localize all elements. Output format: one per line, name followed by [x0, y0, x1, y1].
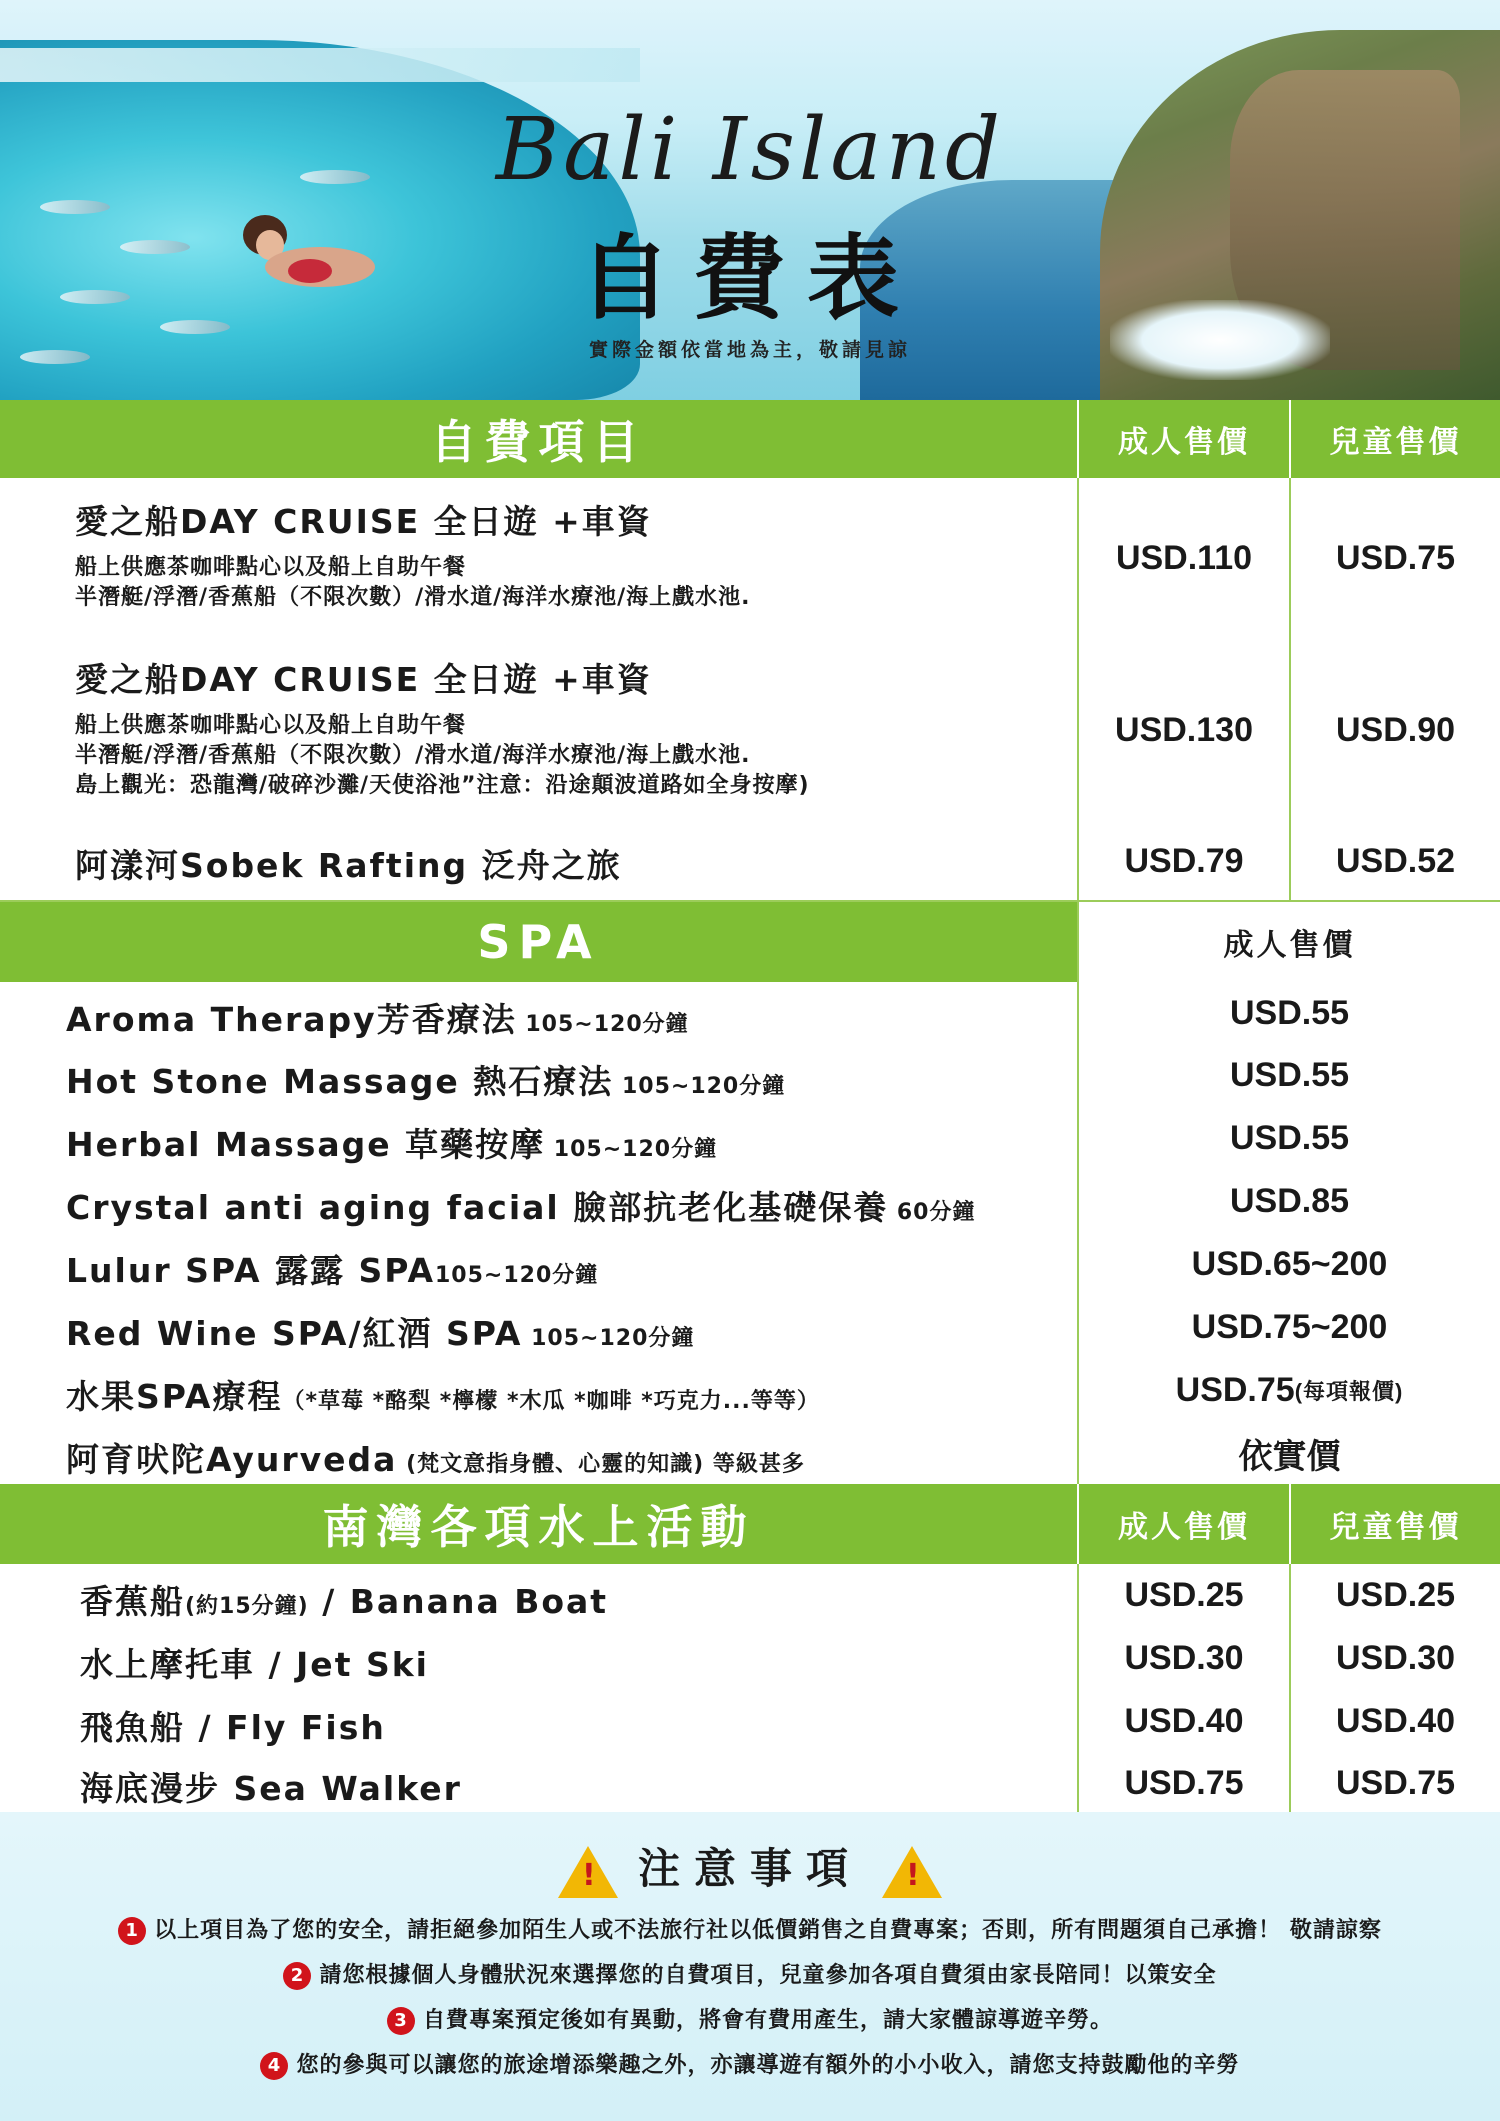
fish-icon: [120, 240, 190, 254]
table-row: [0, 478, 1500, 640]
child-price: USD.40: [1289, 1690, 1500, 1753]
spa-duration: (梵文意指身體、心靈的知識) 等級甚多: [397, 1452, 805, 1477]
spa-price: USD.65~200: [1077, 1233, 1500, 1296]
spa-cell: [0, 1107, 1077, 1170]
spa-duration: 105~120分鐘: [545, 1137, 718, 1162]
note-text: 請您根據個人身體狀況來選擇您的自費項目，兒童參加各項自費須由家長陪同！以策安全: [319, 1963, 1217, 1988]
spa-cell: [0, 982, 1077, 1044]
water-duration: (約15分鐘): [185, 1594, 309, 1619]
table-row: [0, 1296, 1500, 1361]
spa-duration: （*草莓 *酪梨 *檸檬 *木瓜 *咖啡 *巧克力...等等）: [282, 1389, 820, 1414]
spa-duration: 60分鐘: [888, 1200, 976, 1225]
spa-price-note: (每項報價): [1294, 1379, 1404, 1404]
note-number: 4: [260, 2052, 288, 2080]
water-title: 水上摩托車 / Jet Ski: [80, 1645, 429, 1684]
spa-heading: SPA: [477, 915, 600, 969]
spa-price-cell: [1077, 1359, 1500, 1422]
spa-title: Aroma Therapy芳香療法: [66, 1000, 517, 1039]
table-row: [0, 638, 1500, 824]
water-title: 海底漫步 Sea Walker: [80, 1769, 462, 1808]
fish-icon: [300, 170, 370, 184]
header-banner: [0, 0, 1500, 400]
table-row: [0, 1044, 1500, 1109]
table-row: [0, 1170, 1500, 1235]
spa-title: Crystal anti aging facial 臉部抗老化基礎保養: [66, 1188, 889, 1227]
tour-cell: [0, 822, 1077, 900]
warning-icon: [558, 1846, 618, 1898]
water-title-en: / Banana Boat: [308, 1582, 609, 1621]
spa-title: Hot Stone Massage 熱石療法: [66, 1062, 614, 1101]
warning-icon: [882, 1846, 942, 1898]
col-adult-price: 成人售價: [1077, 400, 1289, 478]
child-price: USD.25: [1289, 1564, 1500, 1627]
child-price: USD.90: [1289, 638, 1500, 822]
child-price: USD.30: [1289, 1627, 1500, 1690]
water-header-row: [0, 1484, 1500, 1564]
tour-title: 愛之船DAY CRUISE 全日遊 +車資: [75, 502, 652, 541]
fish-icon: [160, 320, 230, 334]
child-price: USD.75: [1289, 1753, 1500, 1813]
spa-header-row: [0, 902, 1500, 982]
table-row: [0, 1422, 1500, 1486]
spa-price: USD.85: [1077, 1170, 1500, 1233]
adult-price: USD.130: [1077, 638, 1289, 822]
spa-price: USD.75~200: [1077, 1296, 1500, 1359]
child-price: USD.52: [1289, 822, 1500, 900]
page-title: 自費表: [578, 224, 921, 332]
spa-cell: [0, 1233, 1077, 1296]
note-number: 2: [283, 1962, 311, 1990]
title-english: Bali Island: [495, 100, 1005, 200]
spa-title: Red Wine SPA/紅酒 SPA: [66, 1314, 523, 1353]
spa-cell: [0, 1359, 1077, 1422]
fish-icon: [20, 350, 90, 364]
spa-price: 依實價: [1077, 1422, 1500, 1484]
fish-icon: [60, 290, 130, 304]
table-row: [0, 1359, 1500, 1424]
adult-price: USD.25: [1077, 1564, 1289, 1627]
note-text: 您的參與可以讓您的旅途增添樂趣之外，亦讓導遊有額外的小小收入，請您支持鼓勵他的辛勞: [296, 2053, 1240, 2078]
tour-description: 船上供應茶咖啡點心以及船上自助午餐: [75, 713, 467, 738]
adult-price: USD.75: [1077, 1753, 1289, 1813]
col-adult-price: 成人售價: [1077, 1484, 1289, 1564]
tours-header-row: [0, 400, 1500, 478]
water-cell: [0, 1753, 1077, 1813]
spa-duration: 105~120分鐘: [435, 1263, 599, 1288]
spa-title: Herbal Massage 草藥按摩: [66, 1125, 546, 1164]
spa-title: 水果SPA療程: [66, 1377, 283, 1416]
swimmer-figure: [225, 205, 395, 315]
water-cell: [0, 1690, 1077, 1753]
spa-cell: [0, 1422, 1077, 1484]
spa-cell: [0, 1044, 1077, 1107]
page-subtitle: 實際金額依當地為主，敬請見諒: [588, 339, 911, 361]
tour-description: 島上觀光：恐龍灣/破碎沙灘/天使浴池”注意：沿途顛波道路如全身按摩): [75, 773, 810, 798]
note-item: [0, 2003, 1500, 2035]
tour-cell: [0, 638, 1077, 822]
note-text: 自費專案預定後如有異動，將會有費用產生，請大家體諒導遊辛勞。: [422, 2008, 1113, 2033]
adult-price: USD.79: [1077, 822, 1289, 900]
col-adult-price: 成人售價: [1077, 902, 1500, 982]
adult-price: USD.30: [1077, 1627, 1289, 1690]
water-surface: [0, 48, 640, 82]
note-number: 3: [387, 2007, 415, 2035]
water-title: 香蕉船: [80, 1582, 185, 1621]
table-row: [0, 1564, 1500, 1629]
spa-title: Lulur SPA 露露 SPA: [66, 1251, 435, 1290]
adult-price: USD.40: [1077, 1690, 1289, 1753]
col-child-price: 兒童售價: [1289, 400, 1500, 478]
water-cell: [0, 1627, 1077, 1690]
note-item: [0, 1958, 1500, 1990]
spa-cell: [0, 1296, 1077, 1359]
water-title: 飛魚船 / Fly Fish: [80, 1708, 386, 1747]
table-row: [0, 1107, 1500, 1172]
spa-duration: 105~120分鐘: [522, 1326, 695, 1351]
table-row: [0, 1753, 1500, 1815]
note-text: 以上項目為了您的安全，請拒絕參加陌生人或不法旅行社以低價銷售之自費專案；否則，所有問題須自己承擔！ 敬請諒察: [154, 1918, 1382, 1943]
notes-title: 注意事項: [637, 1844, 862, 1893]
spa-duration: 105~120分鐘: [613, 1074, 786, 1099]
col-child-price: 兒童售價: [1289, 1484, 1500, 1564]
tour-description: 半潛艇/浮潛/香蕉船（不限次數）/滑水道/海洋水療池/海上戲水池.: [75, 585, 751, 610]
water-heading: 南灣各項水上活動: [322, 1500, 755, 1554]
table-row: [0, 1627, 1500, 1692]
note-number: 1: [118, 1917, 146, 1945]
spa-duration: 105~120分鐘: [516, 1012, 689, 1037]
tour-title: 愛之船DAY CRUISE 全日遊 +車資: [75, 660, 652, 699]
spa-title: 阿育吠陀Ayurveda: [66, 1440, 398, 1479]
tour-description: 船上供應茶咖啡點心以及船上自助午餐: [75, 555, 467, 580]
table-row: [0, 982, 1500, 1046]
notes-heading-row: [0, 1836, 1500, 1898]
spa-price: USD.55: [1077, 1044, 1500, 1107]
adult-price: USD.110: [1077, 478, 1289, 638]
tours-heading: 自費項目: [430, 415, 647, 469]
spa-price: USD.55: [1077, 1107, 1500, 1170]
spa-price: USD.55: [1077, 982, 1500, 1044]
table-row: [0, 822, 1500, 902]
tour-cell: [0, 478, 1077, 638]
table-row: [0, 1690, 1500, 1755]
wave-foam: [1110, 300, 1330, 380]
child-price: USD.75: [1289, 478, 1500, 638]
tour-title: 阿漾河Sobek Rafting 泛舟之旅: [75, 846, 622, 885]
water-cell: [0, 1564, 1077, 1627]
fish-icon: [40, 200, 110, 214]
note-item: [0, 2048, 1500, 2080]
tour-description: 半潛艇/浮潛/香蕉船（不限次數）/滑水道/海洋水療池/海上戲水池.: [75, 743, 751, 768]
spa-cell: [0, 1170, 1077, 1233]
note-item: [0, 1913, 1500, 1945]
spa-price: USD.75: [1175, 1371, 1295, 1409]
table-row: [0, 1233, 1500, 1298]
